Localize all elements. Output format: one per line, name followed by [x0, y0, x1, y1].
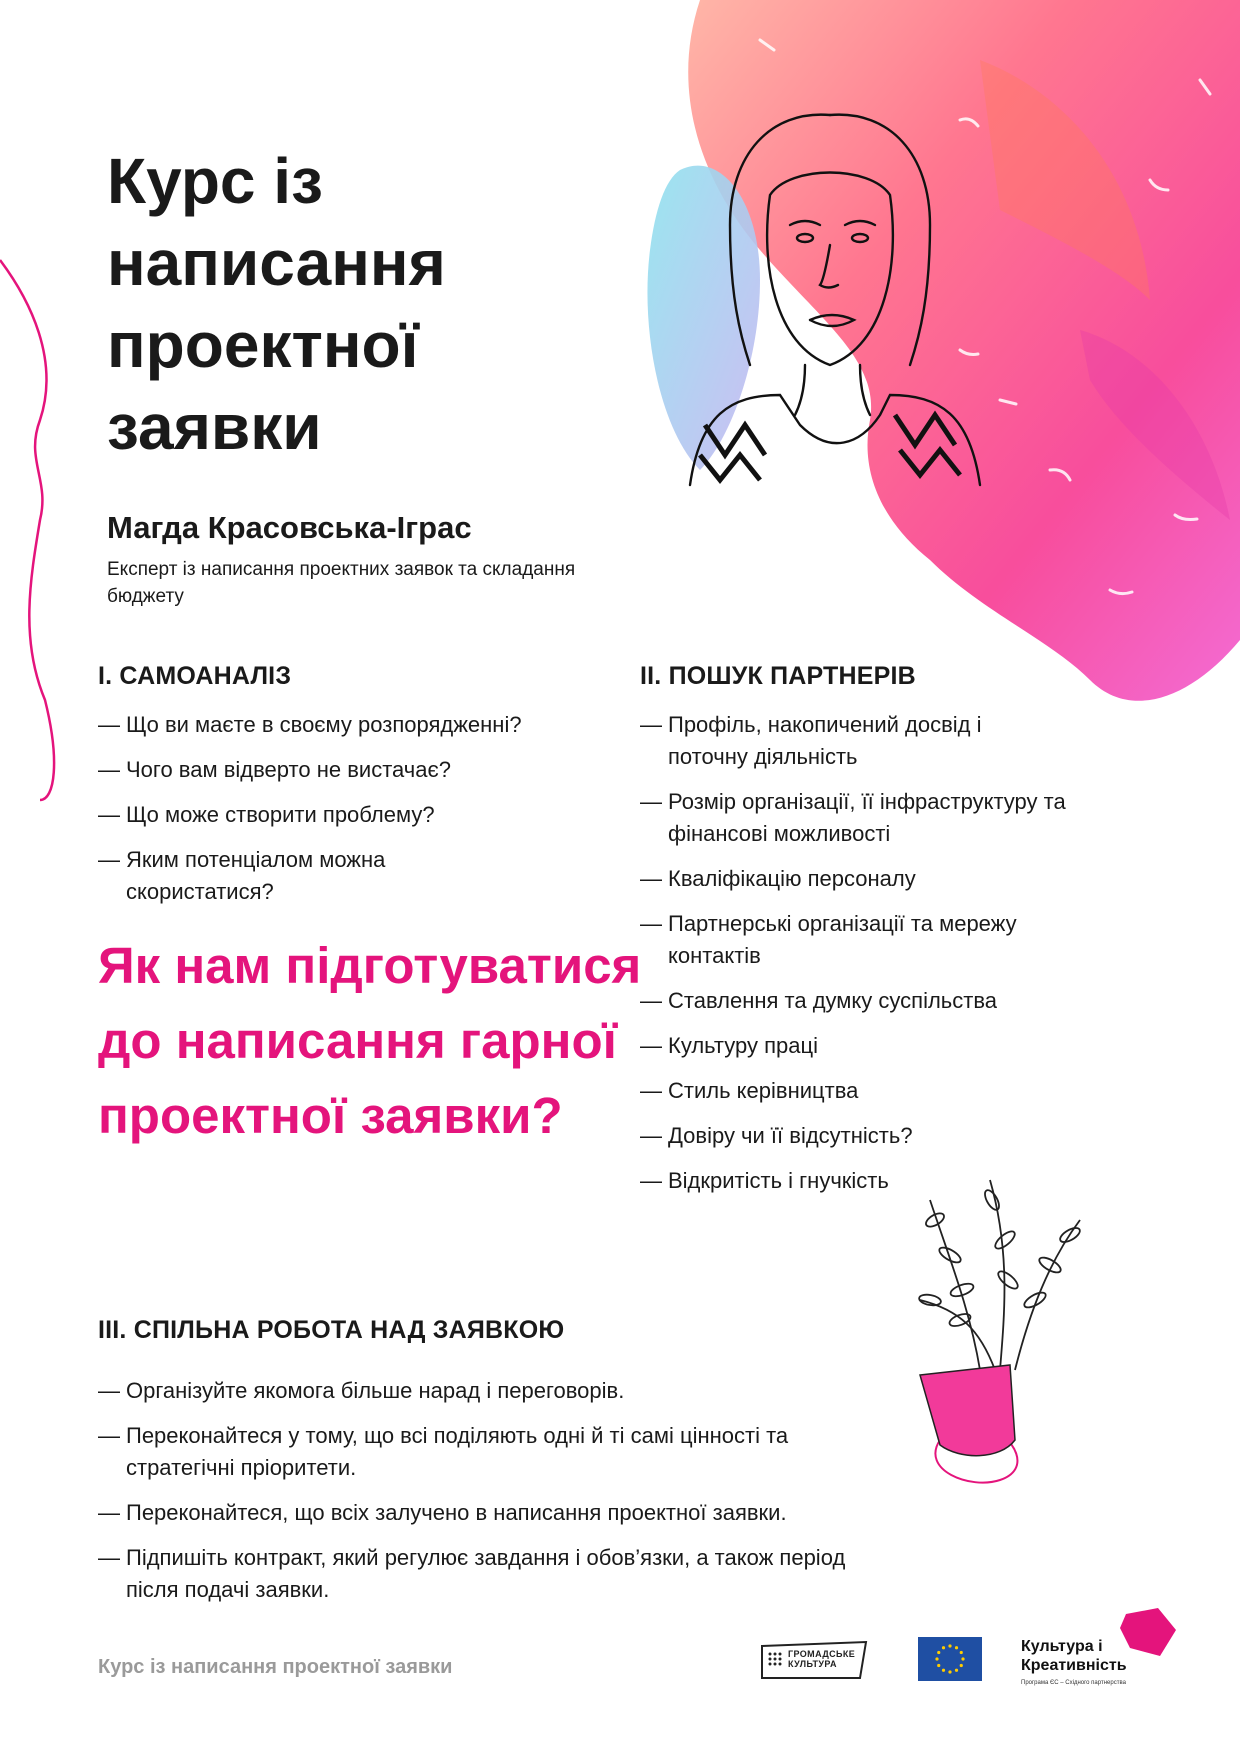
footer-course-name: Курс із написання проектної заявки	[98, 1656, 453, 1678]
list-item: — Профіль, накопичений досвід і поточну діяльність	[640, 709, 1038, 773]
key-question: Як нам підготуватися до написання гарної проектної заявки?	[98, 937, 642, 1144]
self-analysis-list	[98, 709, 618, 921]
section-heading-joint-work: III. СПІЛЬНА РОБОТА НАД ЗАЯВКОЮ	[98, 1316, 565, 1344]
list-item: — Відкритість і гнучкість	[640, 1165, 1110, 1197]
gromadske-kultura-logo-text: ГРОМАДСЬКЕ КУЛЬТУРА	[788, 1649, 856, 1669]
section-heading-partners: II. ПОШУК ПАРТНЕРІВ	[640, 662, 916, 690]
eu-star	[960, 1651, 963, 1654]
eu-star	[935, 1657, 938, 1660]
eu-star	[937, 1664, 940, 1667]
list-item: — Ставлення та думку суспільства	[640, 985, 1110, 1017]
partners-list	[640, 709, 1110, 1210]
list-item: — Яким потенціалом можна скористатися?	[98, 844, 456, 908]
list-item: — Підпишіть контракт, який регулює завдання і обов’язки, а також період після подачі заявки.	[98, 1542, 846, 1606]
eu-star	[955, 1669, 958, 1672]
list-item: — Що може створити проблему?	[98, 799, 618, 831]
kultura-kreatyvnist-logo	[1120, 1608, 1178, 1658]
kultura-kreatyvnist-logo-subtitle: Програма ЄС – Східного партнерства	[1021, 1680, 1126, 1686]
joint-work-list	[98, 1375, 958, 1619]
list-item: — Довіру чи її відсутність?	[640, 1120, 1110, 1152]
list-item: — Організуйте якомога більше нарад і переговорів.	[98, 1375, 958, 1407]
author-name: Магда Красовська-Іграс	[107, 510, 472, 545]
portrait-illustration	[630, 95, 1020, 495]
eu-star	[955, 1646, 958, 1649]
list-item: — Розмір організації, її інфраструктуру та фінансові можливості	[640, 786, 1108, 850]
list-item: — Стиль керівництва	[640, 1075, 1110, 1107]
list-item: — Переконайтеся, що всіх залучено в написання проектної заявки.	[98, 1497, 958, 1529]
eu-star	[960, 1664, 963, 1667]
author-role: Експерт із написання проектних заявок та складання бюджету	[107, 559, 576, 607]
list-item: — Переконайтеся у тому, що всі поділяють одні й ті самі цінності та стратегічні пріоритети.	[98, 1420, 896, 1484]
section-heading-self-analysis: I. САМОАНАЛІЗ	[98, 662, 292, 690]
list-item: — Кваліфікацію персоналу	[640, 863, 1110, 895]
page-title: Курс із написання проектної заявки	[107, 145, 446, 463]
list-item: — Що ви маєте в своєму розпорядженні?	[98, 709, 618, 741]
eu-star	[942, 1646, 945, 1649]
eu-star	[937, 1651, 940, 1654]
eu-star	[948, 1670, 951, 1673]
eu-star	[961, 1657, 964, 1660]
kultura-kreatyvnist-logo-title: Культура і Креативність	[1021, 1638, 1127, 1674]
eu-star	[942, 1669, 945, 1672]
pink-outline-squiggle	[0, 260, 54, 800]
list-item: — Культуру праці	[640, 1030, 1110, 1062]
eu-star	[948, 1644, 951, 1647]
eu-flag-icon	[918, 1637, 982, 1681]
gromadske-kultura-logo	[760, 1640, 868, 1680]
list-item: — Партнерські організації та мережу контактів	[640, 908, 1098, 972]
list-item: — Чого вам відверто не вистачає?	[98, 754, 618, 786]
